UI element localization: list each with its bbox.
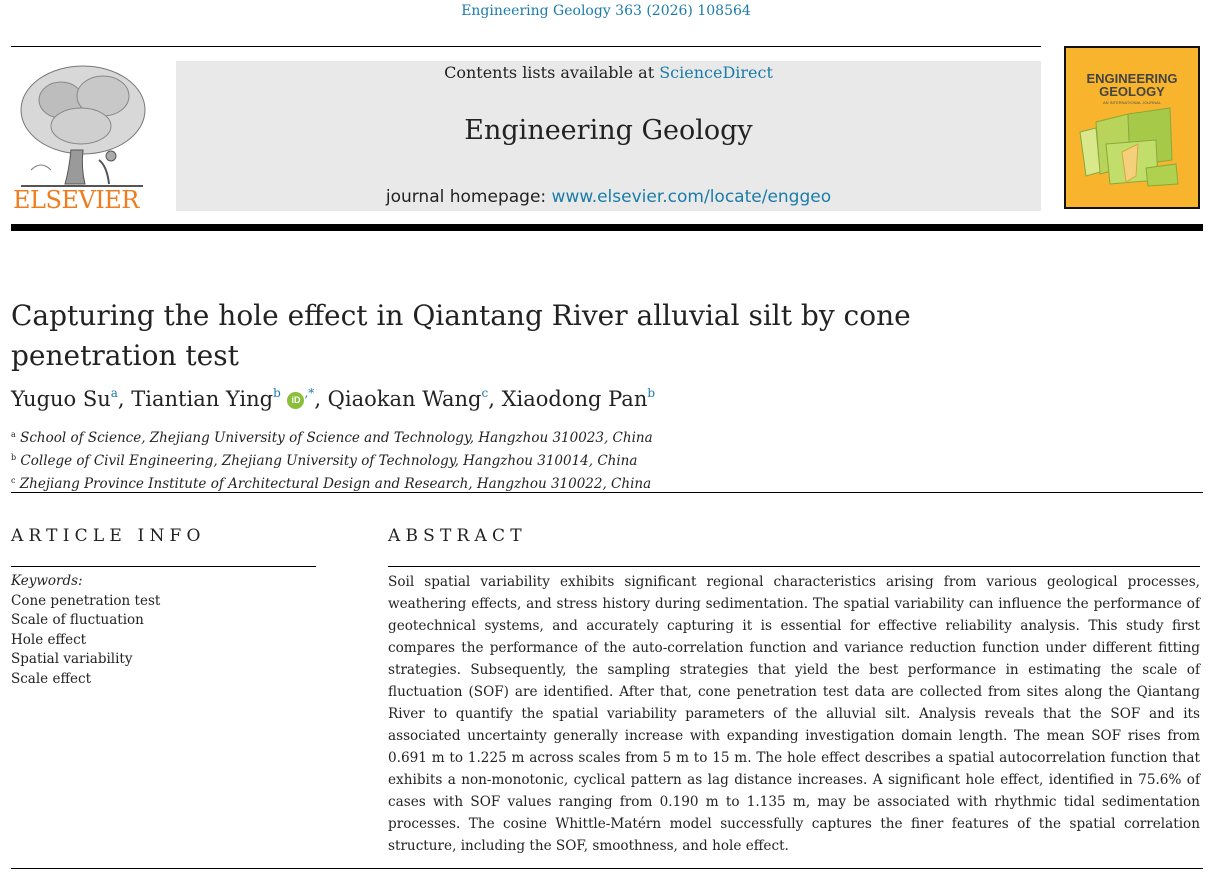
keyword-item: Cone penetration test	[11, 592, 161, 609]
author-list: Yuguo Su$^a$, Tiantian Ying$^b$ iD ,*, Qiaokan Wang$^c$, Xiaodong Pan$^b$	[11, 386, 656, 411]
article-info-divider	[11, 566, 316, 567]
journal-name: Engineering Geology	[464, 115, 753, 146]
abstract-heading: ABSTRACT	[388, 526, 527, 546]
cover-graphic	[1066, 48, 1198, 207]
affiliation-text: College of Civil Engineering, Zhejiang University of Technology, Hangzhou 310014, China	[20, 453, 638, 469]
sciencedirect-link[interactable]: ScienceDirect	[659, 63, 773, 82]
corresponding-author-mark[interactable]: ,*	[304, 386, 315, 400]
header-thick-divider	[11, 224, 1203, 231]
affiliation	[11, 448, 653, 471]
cover-subtitle: AN INTERNATIONAL JOURNAL	[1102, 100, 1161, 105]
contents-line	[176, 63, 1041, 82]
affiliation-text: Zhejiang Province Institute of Architectural Design and Research, Hangzhou 310022, China	[19, 476, 652, 492]
author-affil-sup[interactable]: b	[647, 386, 656, 400]
author-name[interactable]: Xiaodong Pan	[501, 387, 648, 411]
cover-title-line2: GEOLOGY	[1099, 84, 1165, 99]
keyword-item: Spatial variability	[11, 651, 133, 668]
homepage-line	[176, 187, 1041, 207]
keyword-item: Scale effect	[11, 670, 92, 687]
affiliations-divider	[11, 492, 1203, 493]
keyword-item: Scale of fluctuation	[11, 612, 144, 629]
keyword-item: Hole effect	[11, 631, 87, 648]
bottom-divider	[11, 868, 1203, 869]
article-info-heading: ARTICLE INFO	[11, 526, 206, 546]
affiliation	[11, 425, 653, 448]
abstract-text: Soil spatial variability exhibits significant regional characteristics arising from various geological processes, weathering effects, and stress history during sedimentation. The spatial variability can influence the performance of geotechnical systems, and accurately capturing it is essential for effective reliability analysis. This study first compares the performance of the auto-correlation function and variance reduction function under different fitting strategies. Subsequently, the sampling strategies that yield the best performance in estimating the scale of fluctuation (SOF) are identified. After that, cone penetration test data are collected from sites along the Qiantang River to quantify the spatial variability parameters of the alluvial silt. Analysis reveals that the SOF and its associated uncertainty generally increase with expanding investigation domain length. The mean SOF rises from 0.691 m to 1.225 m across scales from 5 m to 15 m. The hole effect describes a spatial autocorrelation function that exhibits a non-monotonic, cyclical pattern as lag distance increases. A significant hole effect, identified in 75.6% of cases with SOF values ranging from 0.190 m to 1.135 m, may be associated with rhythmic tidal sedimentation processes. The cosine Whittle-Matérn model successfully captures the finer features of the spatial correlation structure, including the SOF, smoothness, and hole effect.	[388, 574, 1200, 854]
journal-cover[interactable]	[1064, 46, 1200, 209]
affiliations	[11, 425, 653, 494]
contents-prefix: Contents lists available at	[444, 63, 660, 82]
affiliation-sup: b	[11, 453, 17, 462]
author-affil-sup[interactable]: c	[481, 386, 489, 400]
cover-title-line1: ENGINEERING	[1086, 71, 1178, 86]
author-name[interactable]: Tiantian Ying	[131, 387, 274, 411]
affiliation	[11, 471, 653, 494]
affiliation-text: School of Science, Zhejiang University of Science and Technology, Hangzhou 310023, China	[20, 430, 653, 446]
author-affil-sup[interactable]: a	[110, 386, 118, 400]
author-affil-sup[interactable]: b	[273, 386, 281, 400]
homepage-link[interactable]: www.elsevier.com/locate/enggeo	[551, 187, 832, 207]
top-divider	[11, 46, 1041, 47]
journal-header	[176, 61, 1041, 211]
author-name[interactable]: Yuguo Su	[11, 387, 111, 411]
keywords-block	[11, 572, 160, 690]
keywords-label: Keywords:	[11, 573, 83, 589]
article-title: Capturing the hole effect in Qiantang River alluvial silt by cone penetration test	[11, 299, 911, 372]
affiliation-sup: c	[11, 476, 16, 485]
abstract-divider	[388, 566, 1200, 567]
affiliation-sup: a	[11, 430, 16, 439]
homepage-prefix: journal homepage:	[385, 187, 552, 207]
elsevier-logo-text[interactable]: ELSEVIER	[13, 186, 139, 214]
orcid-icon[interactable]: iD	[287, 392, 304, 409]
author-name[interactable]: Qiaokan Wang	[327, 387, 482, 411]
journal-citation[interactable]: Engineering Geology 363 (2026) 108564	[461, 3, 751, 19]
